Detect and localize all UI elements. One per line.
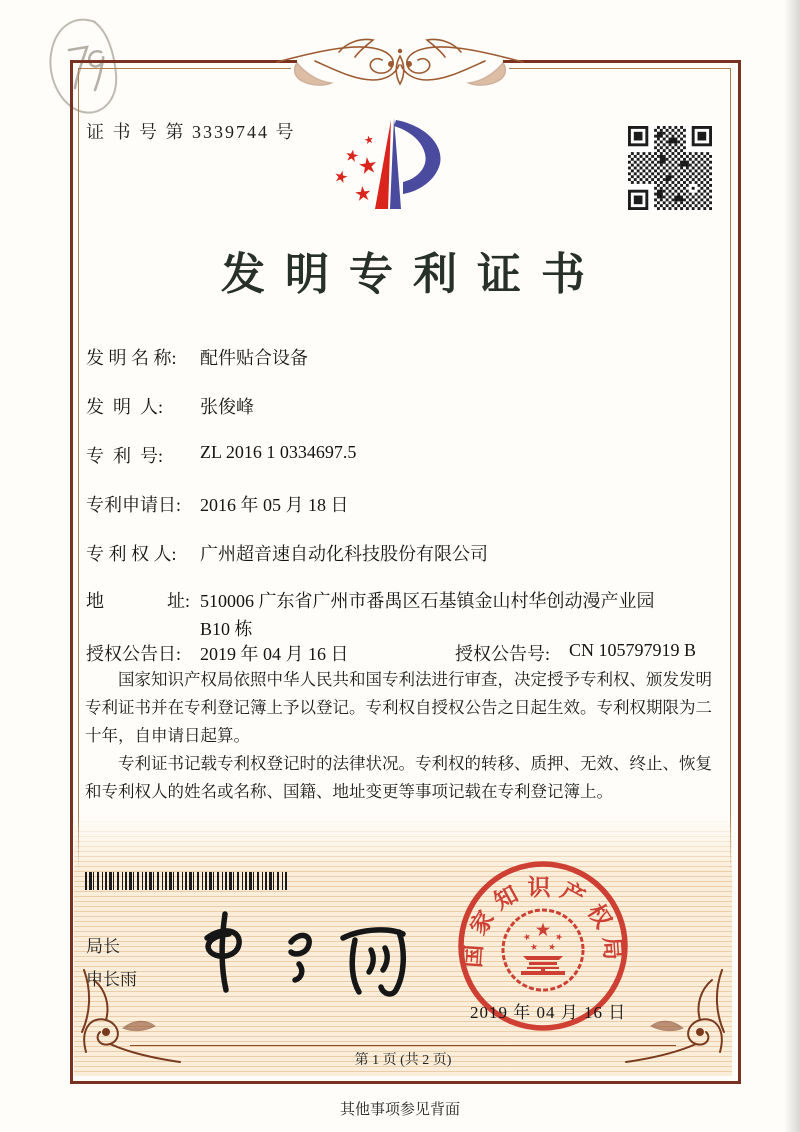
field-value: 配件贴合设备 <box>200 348 308 368</box>
body-paragraph-2: 专利证书记载专利权登记时的法律状况。专利权的转移、质押、无效、终止、恢复和专利权人的姓名或名称、国籍、地址变更等事项记载在专利登记簿上。 <box>85 754 712 801</box>
field-label: 地 址: <box>86 591 195 611</box>
signer-name: 申长雨 <box>86 970 137 989</box>
field-value: 510006 广东省广州市番禺区石基镇金山村华创动漫产业园 B10 栋 <box>200 591 655 639</box>
field-patentee <box>86 540 488 566</box>
scan-edge-shadow <box>784 0 800 1132</box>
page-number: 第 1 页 (共 2 页) <box>354 1053 452 1068</box>
field-value: 张俊峰 <box>200 397 254 417</box>
field-value: 2019 年 04 月 16 日 <box>200 644 349 664</box>
qr-code-icon <box>628 126 712 210</box>
back-note: 其他事项参见背面 <box>339 1102 460 1118</box>
field-label: 专 利 号: <box>86 446 168 466</box>
field-filing-date <box>86 491 349 517</box>
field-value: CN 105797919 B <box>569 640 697 660</box>
field-patent-no <box>86 442 356 468</box>
field-label: 授权公告日: <box>86 644 186 664</box>
field-value: 2016 年 05 月 18 日 <box>200 495 349 515</box>
certificate-number: 证 书 号 第 3339744 号 <box>86 122 296 142</box>
footer-rule <box>130 1045 676 1046</box>
field-invention-name <box>86 344 308 370</box>
national-emblem-icon <box>503 910 583 990</box>
field-grant-date <box>86 640 349 666</box>
field-label: 授权公告号: <box>455 644 555 664</box>
top-ornament-icon <box>255 34 545 98</box>
body-paragraph-1: 国家知识产权局依照中华人民共和国专利法进行审查，决定授予专利权、颁发发明专利证书并在专利登记簿上予以登记。专利权自授权公告之日起生效。专利权期限为二十年，自申请日起算。 <box>85 670 712 745</box>
field-value: ZL 2016 1 0334697.5 <box>200 442 357 462</box>
seal-date: 2019 年 04 月 16 日 <box>470 1003 627 1022</box>
barcode-icon <box>85 872 287 890</box>
field-value: 广州超音速自动化科技股份有限公司 <box>200 544 488 564</box>
signer-block <box>86 930 137 996</box>
field-inventor <box>86 393 254 419</box>
cnipa-logo-icon <box>322 110 482 240</box>
certificate-title: 发明专利证书 <box>221 250 605 299</box>
field-label: 发 明 人: <box>86 397 168 417</box>
body-text <box>85 666 719 806</box>
handwritten-signature-icon <box>195 902 410 1002</box>
field-label: 专利申请日: <box>86 495 186 515</box>
field-grant-no <box>455 640 696 666</box>
field-label: 专 利 权 人: <box>86 544 182 564</box>
field-address <box>86 587 682 643</box>
seal-text: 国家知识产权局 <box>460 874 626 969</box>
signer-title: 局长 <box>86 937 120 956</box>
field-label: 发 明 名 称: <box>86 348 182 368</box>
